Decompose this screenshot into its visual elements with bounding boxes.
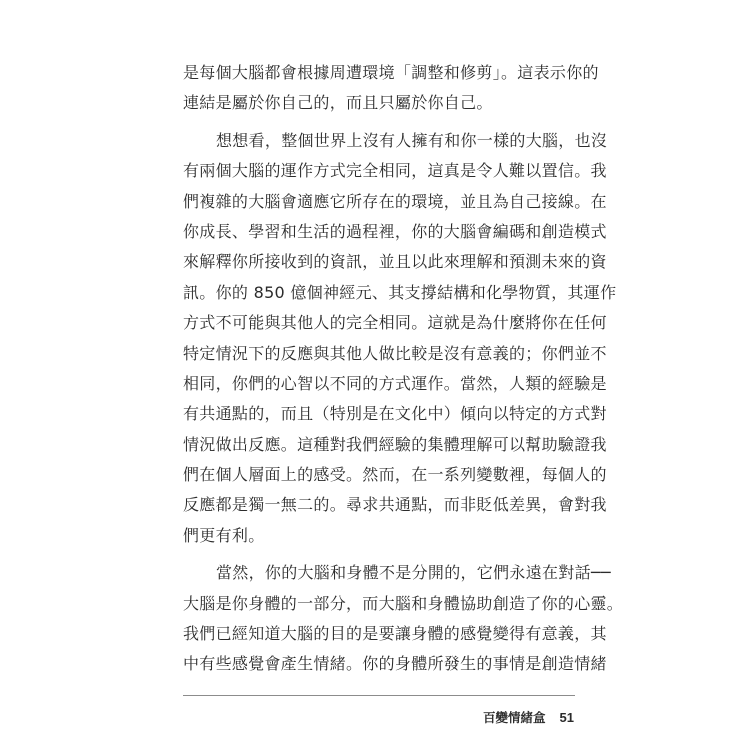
- text-line: 來解釋你所接收到的資訊，並且以此來理解和預測未來的資: [183, 252, 607, 272]
- text-line: 訊。你的 850 億個神經元、其支撐結構和化學物質，其運作: [183, 282, 617, 302]
- text-line: 大腦是你身體的一部分，而大腦和身體協助創造了你的心靈。: [183, 593, 624, 613]
- text-line: 特定情況下的反應與其他人做比較是沒有意義的；你們並不: [183, 343, 607, 363]
- text-line: 們複雜的大腦會適應它所存在的環境，並且為自己接線。在: [183, 191, 607, 211]
- running-title: 百變情緒盒: [483, 710, 546, 725]
- text-line: 有共通點的，而且（特別是在文化中）傾向以特定的方式對: [183, 404, 607, 424]
- text-line: 相同，你們的心智以不同的方式運作。當然，人類的經驗是: [183, 373, 607, 393]
- text-line: 當然，你的大腦和身體不是分開的，它們永遠在對話──: [216, 563, 611, 583]
- page-number: 51: [559, 710, 574, 725]
- text-line: 反應都是獨一無二的。尋求共通點，而非貶低差異，會對我: [183, 495, 607, 515]
- text-line: 們更有利。: [183, 525, 265, 545]
- text-line: 你成長、學習和生活的過程裡，你的大腦會編碼和創造模式: [183, 221, 607, 241]
- text-line: 中有些感覺會產生情緒。你的身體所發生的事情是創造情緒: [183, 654, 607, 674]
- text-line: 是每個大腦都會根據周遭環境「調整和修剪」。這表示你的: [183, 63, 599, 82]
- body-text: [183, 58, 624, 680]
- text-line: 想想看，整個世界上沒有人擁有和你一樣的大腦，也沒: [216, 130, 608, 150]
- text-line: 們在個人層面上的感受。然而，在一系列變數裡，每個人的: [183, 465, 607, 485]
- page-footer: [483, 708, 574, 726]
- text-line: 連結是屬於你自己的，而且只屬於你自己。: [183, 93, 493, 113]
- text-line: 我們已經知道大腦的目的是要讓身體的感覺變得有意義，其: [183, 624, 607, 644]
- text-line: 有兩個大腦的運作方式完全相同，這真是令人難以置信。我: [183, 161, 607, 181]
- text-line: 情況做出反應。這種對我們經驗的集體理解可以幫助驗證我: [183, 434, 607, 454]
- text-line: 方式不可能與其他人的完全相同。這就是為什麼將你在任何: [183, 313, 607, 333]
- footer-divider: [183, 695, 575, 696]
